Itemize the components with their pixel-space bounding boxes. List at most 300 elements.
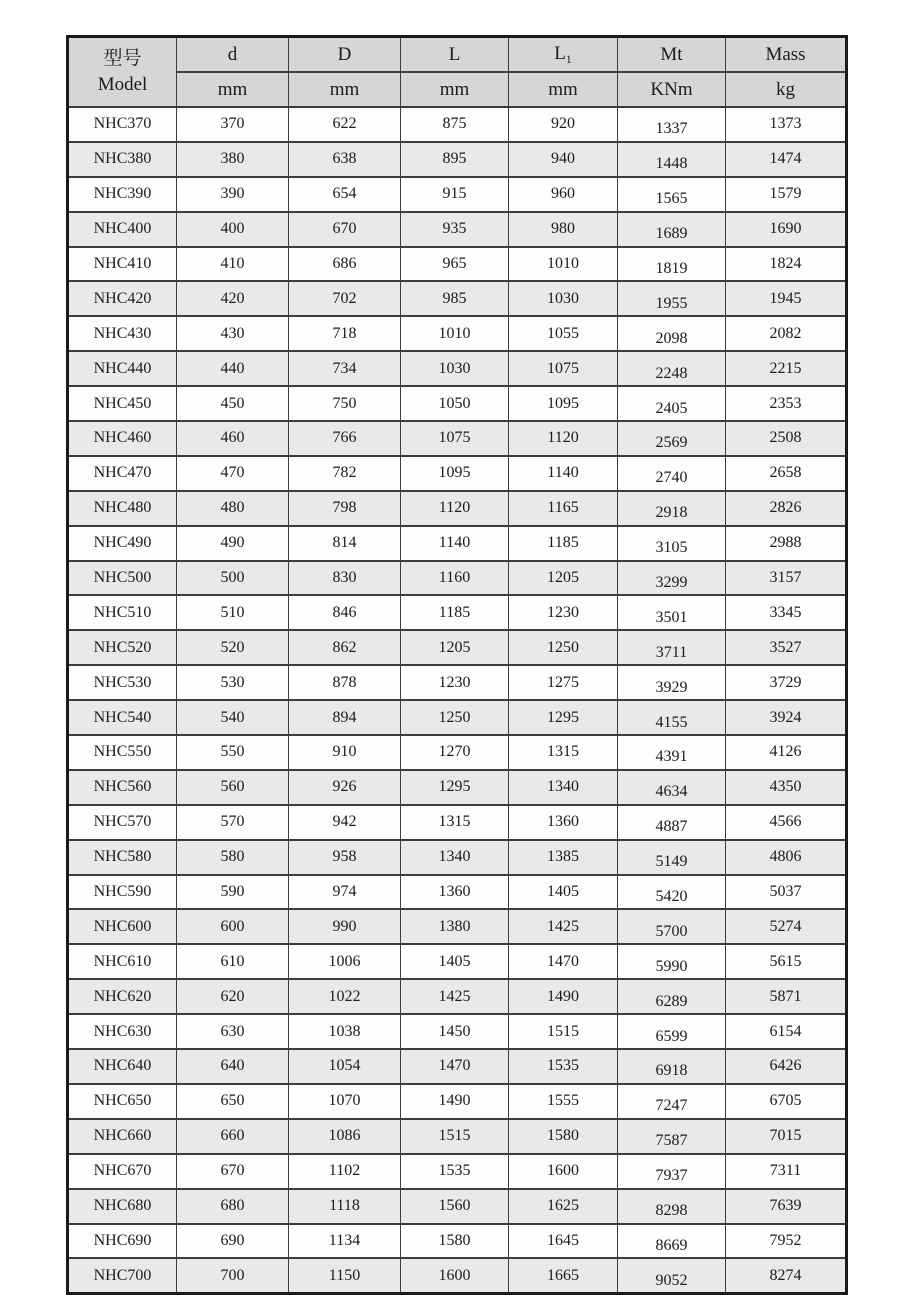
unit-L1: mm	[509, 72, 618, 107]
table-row	[68, 909, 847, 944]
cell-d: 510	[177, 595, 289, 630]
mt-value: 1819	[655, 260, 688, 277]
table-row	[68, 1258, 847, 1293]
table-row	[68, 456, 847, 491]
cell-mass: 2082	[726, 316, 847, 351]
cell-d: 440	[177, 351, 289, 386]
cell-model: NHC390	[68, 177, 177, 212]
cell-L1: 1075	[509, 351, 618, 386]
cell-L: 1450	[401, 1014, 509, 1049]
mt-value: 5990	[655, 957, 688, 975]
cell-D: 734	[289, 351, 401, 386]
header-model-cn: 型号	[103, 48, 142, 70]
cell-mass: 4350	[726, 770, 847, 805]
cell-Mt	[618, 909, 726, 944]
mt-value: 2740	[655, 469, 688, 487]
cell-L: 1580	[401, 1224, 509, 1259]
cell-mass: 5274	[726, 909, 847, 944]
table-row	[68, 595, 847, 630]
cell-model: NHC560	[68, 770, 177, 805]
cell-d: 450	[177, 386, 289, 421]
cell-Mt	[618, 281, 726, 316]
cell-Mt	[618, 1014, 726, 1049]
mt-value: 3711	[655, 643, 688, 661]
cell-Mt	[618, 316, 726, 351]
cell-L: 1470	[401, 1049, 509, 1084]
cell-L: 895	[401, 142, 509, 177]
cell-L1: 960	[509, 177, 618, 212]
cell-L1: 1555	[509, 1084, 618, 1119]
table-header	[68, 37, 847, 108]
table-row	[68, 1224, 847, 1259]
table-row	[68, 875, 847, 910]
cell-L: 1095	[401, 456, 509, 491]
cell-L1: 1515	[509, 1014, 618, 1049]
cell-Mt	[618, 1119, 726, 1154]
mt-value: 2248	[655, 364, 688, 382]
cell-Mt	[618, 142, 726, 177]
cell-mass: 2658	[726, 456, 847, 491]
cell-model: NHC590	[68, 875, 177, 910]
cell-L: 1515	[401, 1119, 509, 1154]
mt-value: 1955	[655, 294, 688, 312]
table-row	[68, 247, 847, 282]
cell-model: NHC380	[68, 142, 177, 177]
cell-model: NHC600	[68, 909, 177, 944]
cell-L: 915	[401, 177, 509, 212]
cell-mass: 2215	[726, 351, 847, 386]
table-row	[68, 386, 847, 421]
header-L1-subscript: 1	[565, 51, 572, 66]
cell-L1: 1185	[509, 526, 618, 561]
cell-Mt	[618, 805, 726, 840]
table-row	[68, 840, 847, 875]
cell-L1: 1470	[509, 944, 618, 979]
cell-L1: 1665	[509, 1258, 618, 1293]
cell-D: 862	[289, 630, 401, 665]
table-row	[68, 1084, 847, 1119]
mt-value: 2098	[655, 329, 688, 347]
spec-table	[66, 35, 848, 1295]
mt-value: 1689	[655, 225, 688, 243]
cell-L: 1380	[401, 909, 509, 944]
table-row	[68, 177, 847, 212]
cell-model: NHC500	[68, 561, 177, 596]
table-row	[68, 665, 847, 700]
cell-model: NHC370	[68, 107, 177, 142]
cell-mass: 4806	[726, 840, 847, 875]
cell-L1: 920	[509, 107, 618, 142]
cell-model: NHC440	[68, 351, 177, 386]
cell-mass: 2826	[726, 491, 847, 526]
cell-mass: 4126	[726, 735, 847, 770]
cell-d: 530	[177, 665, 289, 700]
cell-Mt	[618, 979, 726, 1014]
cell-d: 570	[177, 805, 289, 840]
cell-L1: 1095	[509, 386, 618, 421]
cell-Mt	[618, 595, 726, 630]
cell-model: NHC490	[68, 526, 177, 561]
cell-D: 1038	[289, 1014, 401, 1049]
cell-d: 600	[177, 909, 289, 944]
cell-L1: 1535	[509, 1049, 618, 1084]
cell-L: 1490	[401, 1084, 509, 1119]
cell-Mt	[618, 944, 726, 979]
table-row	[68, 491, 847, 526]
mt-value: 7587	[655, 1132, 688, 1150]
cell-D: 830	[289, 561, 401, 596]
cell-mass: 3527	[726, 630, 847, 665]
cell-d: 630	[177, 1014, 289, 1049]
cell-mass: 1945	[726, 281, 847, 316]
table-body	[68, 107, 847, 1294]
cell-mass: 7311	[726, 1154, 847, 1189]
cell-L: 1050	[401, 386, 509, 421]
cell-L1: 1340	[509, 770, 618, 805]
table-row	[68, 316, 847, 351]
table-row	[68, 700, 847, 735]
cell-L1: 1010	[509, 247, 618, 282]
cell-Mt	[618, 700, 726, 735]
cell-model: NHC570	[68, 805, 177, 840]
cell-model: NHC450	[68, 386, 177, 421]
mt-value: 4155	[655, 713, 688, 731]
cell-d: 660	[177, 1119, 289, 1154]
header-row-names	[68, 37, 847, 73]
cell-D: 942	[289, 805, 401, 840]
cell-D: 638	[289, 142, 401, 177]
cell-Mt	[618, 1049, 726, 1084]
cell-Mt	[618, 665, 726, 700]
cell-Mt	[618, 456, 726, 491]
table-row	[68, 526, 847, 561]
mt-value: 3299	[655, 574, 688, 592]
cell-mass: 2988	[726, 526, 847, 561]
cell-L1: 1250	[509, 630, 618, 665]
cell-Mt	[618, 630, 726, 665]
cell-model: NHC550	[68, 735, 177, 770]
cell-L: 935	[401, 212, 509, 247]
mt-value: 3501	[655, 608, 688, 626]
cell-Mt	[618, 735, 726, 770]
cell-d: 670	[177, 1154, 289, 1189]
cell-model: NHC640	[68, 1049, 177, 1084]
mt-value: 8669	[655, 1236, 688, 1254]
cell-mass: 3729	[726, 665, 847, 700]
mt-value: 3929	[655, 678, 688, 696]
cell-D: 958	[289, 840, 401, 875]
cell-d: 650	[177, 1084, 289, 1119]
cell-L1: 940	[509, 142, 618, 177]
cell-Mt	[618, 1084, 726, 1119]
cell-mass: 1690	[726, 212, 847, 247]
cell-Mt	[618, 840, 726, 875]
cell-d: 500	[177, 561, 289, 596]
cell-d: 680	[177, 1189, 289, 1224]
cell-Mt	[618, 1224, 726, 1259]
mt-value: 2918	[655, 504, 688, 522]
cell-d: 590	[177, 875, 289, 910]
table-row	[68, 1119, 847, 1154]
cell-mass: 1373	[726, 107, 847, 142]
cell-d: 390	[177, 177, 289, 212]
mt-value: 4634	[655, 783, 688, 801]
cell-D: 622	[289, 107, 401, 142]
header-Mt: Mt	[618, 37, 726, 73]
table-row	[68, 944, 847, 979]
cell-d: 610	[177, 944, 289, 979]
table-row	[68, 805, 847, 840]
mt-value: 2405	[655, 399, 688, 417]
mt-value: 2569	[655, 434, 688, 452]
unit-Mass: kg	[726, 72, 847, 107]
cell-mass: 7015	[726, 1119, 847, 1154]
cell-L: 1270	[401, 735, 509, 770]
cell-mass: 7639	[726, 1189, 847, 1224]
cell-model: NHC530	[68, 665, 177, 700]
cell-model: NHC610	[68, 944, 177, 979]
cell-mass: 3157	[726, 561, 847, 596]
table-row	[68, 561, 847, 596]
cell-model: NHC520	[68, 630, 177, 665]
cell-Mt	[618, 1154, 726, 1189]
cell-L1: 1165	[509, 491, 618, 526]
cell-D: 750	[289, 386, 401, 421]
mt-value: 7937	[655, 1167, 688, 1185]
mt-value: 1565	[655, 190, 688, 208]
table-row	[68, 1049, 847, 1084]
cell-mass: 1579	[726, 177, 847, 212]
mt-value: 5420	[655, 888, 688, 906]
cell-Mt	[618, 177, 726, 212]
table-row	[68, 1014, 847, 1049]
table-row	[68, 1189, 847, 1224]
table-row	[68, 979, 847, 1014]
cell-model: NHC690	[68, 1224, 177, 1259]
cell-model: NHC660	[68, 1119, 177, 1154]
cell-mass: 3345	[726, 595, 847, 630]
cell-L: 1160	[401, 561, 509, 596]
cell-mass: 2353	[726, 386, 847, 421]
cell-L: 1360	[401, 875, 509, 910]
cell-L1: 1425	[509, 909, 618, 944]
cell-mass: 1474	[726, 142, 847, 177]
cell-model: NHC540	[68, 700, 177, 735]
cell-model: NHC430	[68, 316, 177, 351]
cell-L1: 1120	[509, 421, 618, 456]
cell-D: 1134	[289, 1224, 401, 1259]
cell-model: NHC700	[68, 1258, 177, 1293]
cell-mass: 3924	[726, 700, 847, 735]
cell-L1: 1275	[509, 665, 618, 700]
cell-Mt	[618, 491, 726, 526]
cell-d: 410	[177, 247, 289, 282]
cell-D: 878	[289, 665, 401, 700]
cell-model: NHC480	[68, 491, 177, 526]
mt-value: 6599	[655, 1027, 688, 1045]
cell-mass: 5037	[726, 875, 847, 910]
header-row-units	[68, 72, 847, 107]
cell-model: NHC470	[68, 456, 177, 491]
cell-Mt	[618, 386, 726, 421]
mt-value: 4887	[655, 818, 688, 836]
cell-model: NHC510	[68, 595, 177, 630]
cell-d: 370	[177, 107, 289, 142]
cell-model: NHC650	[68, 1084, 177, 1119]
cell-d: 700	[177, 1258, 289, 1293]
cell-L: 1075	[401, 421, 509, 456]
cell-L1: 1385	[509, 840, 618, 875]
cell-d: 540	[177, 700, 289, 735]
cell-d: 430	[177, 316, 289, 351]
cell-Mt	[618, 770, 726, 805]
cell-L: 1030	[401, 351, 509, 386]
cell-L: 1405	[401, 944, 509, 979]
cell-model: NHC410	[68, 247, 177, 282]
table-row	[68, 107, 847, 142]
cell-D: 766	[289, 421, 401, 456]
cell-d: 520	[177, 630, 289, 665]
cell-D: 686	[289, 247, 401, 282]
cell-model: NHC580	[68, 840, 177, 875]
cell-D: 1054	[289, 1049, 401, 1084]
cell-L: 875	[401, 107, 509, 142]
table-row	[68, 421, 847, 456]
mt-value: 6918	[655, 1062, 688, 1080]
cell-D: 814	[289, 526, 401, 561]
cell-L: 1120	[401, 491, 509, 526]
cell-L1: 1055	[509, 316, 618, 351]
table-row	[68, 351, 847, 386]
cell-model: NHC620	[68, 979, 177, 1014]
cell-Mt	[618, 247, 726, 282]
cell-D: 798	[289, 491, 401, 526]
cell-d: 490	[177, 526, 289, 561]
cell-L1: 1625	[509, 1189, 618, 1224]
cell-Mt	[618, 351, 726, 386]
header-d: d	[177, 37, 289, 73]
cell-L: 1230	[401, 665, 509, 700]
cell-L1: 1295	[509, 700, 618, 735]
cell-D: 654	[289, 177, 401, 212]
header-model-en: Model	[97, 74, 148, 95]
unit-Mt: KNm	[618, 72, 726, 107]
cell-mass: 7952	[726, 1224, 847, 1259]
header-Mass: Mass	[726, 37, 847, 73]
cell-mass: 5615	[726, 944, 847, 979]
cell-D: 974	[289, 875, 401, 910]
cell-d: 580	[177, 840, 289, 875]
cell-D: 1102	[289, 1154, 401, 1189]
cell-D: 1006	[289, 944, 401, 979]
cell-L: 1340	[401, 840, 509, 875]
cell-L: 1425	[401, 979, 509, 1014]
cell-d: 480	[177, 491, 289, 526]
mt-value: 9052	[655, 1271, 688, 1289]
cell-mass: 6705	[726, 1084, 847, 1119]
header-D: D	[289, 37, 401, 73]
table-row	[68, 281, 847, 316]
cell-d: 550	[177, 735, 289, 770]
unit-d: mm	[177, 72, 289, 107]
unit-L: mm	[401, 72, 509, 107]
cell-D: 1070	[289, 1084, 401, 1119]
cell-model: NHC460	[68, 421, 177, 456]
unit-D: mm	[289, 72, 401, 107]
mt-value: 1448	[655, 155, 688, 173]
cell-model: NHC400	[68, 212, 177, 247]
cell-model: NHC680	[68, 1189, 177, 1224]
cell-L: 1250	[401, 700, 509, 735]
cell-d: 470	[177, 456, 289, 491]
cell-d: 560	[177, 770, 289, 805]
cell-mass: 4566	[726, 805, 847, 840]
cell-D: 990	[289, 909, 401, 944]
cell-D: 1118	[289, 1189, 401, 1224]
cell-L1: 1645	[509, 1224, 618, 1259]
mt-value: 3105	[655, 539, 688, 557]
table-row	[68, 630, 847, 665]
cell-D: 782	[289, 456, 401, 491]
cell-L: 1535	[401, 1154, 509, 1189]
table-row	[68, 1154, 847, 1189]
cell-mass: 6154	[726, 1014, 847, 1049]
table-row	[68, 142, 847, 177]
cell-L1: 1230	[509, 595, 618, 630]
cell-D: 702	[289, 281, 401, 316]
mt-value: 1337	[655, 120, 688, 138]
cell-model: NHC670	[68, 1154, 177, 1189]
cell-Mt	[618, 526, 726, 561]
mt-value: 6289	[655, 992, 688, 1010]
cell-d: 690	[177, 1224, 289, 1259]
cell-L: 1205	[401, 630, 509, 665]
cell-L: 1560	[401, 1189, 509, 1224]
cell-D: 1022	[289, 979, 401, 1014]
cell-L: 965	[401, 247, 509, 282]
mt-value: 4391	[655, 748, 688, 766]
header-L: L	[401, 37, 509, 73]
cell-L: 1295	[401, 770, 509, 805]
cell-model: NHC420	[68, 281, 177, 316]
cell-D: 670	[289, 212, 401, 247]
cell-mass: 8274	[726, 1258, 847, 1293]
cell-L1: 1205	[509, 561, 618, 596]
cell-Mt	[618, 561, 726, 596]
cell-L1: 1405	[509, 875, 618, 910]
cell-L: 1315	[401, 805, 509, 840]
cell-L: 1010	[401, 316, 509, 351]
cell-L: 985	[401, 281, 509, 316]
cell-L: 1185	[401, 595, 509, 630]
mt-value: 7247	[655, 1097, 688, 1115]
cell-D: 926	[289, 770, 401, 805]
cell-L1: 1600	[509, 1154, 618, 1189]
cell-L1: 1490	[509, 979, 618, 1014]
cell-D: 1086	[289, 1119, 401, 1154]
mt-value: 5149	[655, 853, 688, 871]
cell-mass: 6426	[726, 1049, 847, 1084]
cell-L1: 1315	[509, 735, 618, 770]
cell-model: NHC630	[68, 1014, 177, 1049]
cell-d: 420	[177, 281, 289, 316]
cell-mass: 1824	[726, 247, 847, 282]
cell-Mt	[618, 421, 726, 456]
cell-L1: 1140	[509, 456, 618, 491]
cell-Mt	[618, 212, 726, 247]
cell-Mt	[618, 1189, 726, 1224]
cell-d: 400	[177, 212, 289, 247]
